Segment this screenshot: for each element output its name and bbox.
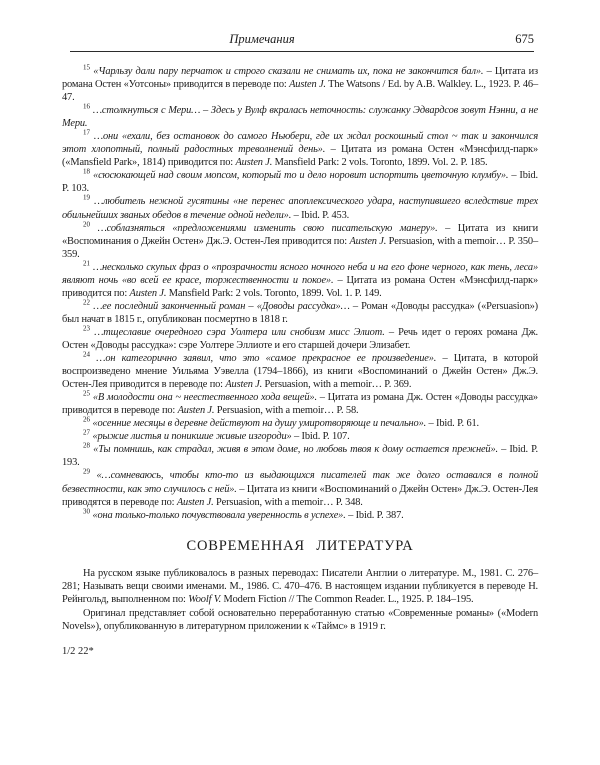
text-segment: – Роман «Доводы рассудка» («Persuasion») был начат в 1815 г., опубликован посмертно в 1818 г. (62, 300, 538, 325)
text-segment: Woolf V. (188, 594, 222, 606)
text-segment: …они «ехали, без остановок до самого Ньюбери, где их ждал роскошный стол ~ так и закончился этот хлопотный, полный радостных треволнений день». (62, 131, 538, 156)
text-segment: – Ibid. P. 193. (62, 444, 539, 469)
note-number: 18 (83, 167, 90, 176)
text-segment: «…сомневаюсь, чтобы кто-то из выдающихся писателей так же долго оставался в полной безвестности, как это случилось с ней». (62, 470, 539, 495)
text-segment: …он категорично заявил, что это «самое прекрасное ее произведение». (96, 353, 437, 365)
note-number: 26 (83, 415, 90, 424)
text-segment: Austen J. (289, 79, 326, 91)
text-segment: Austen J. (225, 379, 263, 391)
note-15 (62, 65, 538, 104)
note-27 (62, 430, 538, 443)
section-paragraph-2 (62, 607, 538, 634)
text-segment: Austen J. (349, 235, 387, 247)
running-head-title: Примечания (229, 32, 295, 46)
text-segment: Persuasion, with a memoir… P. 350–359. (62, 235, 538, 260)
section-heading: СОВРЕМЕННАЯ ЛИТЕРАТУРА (186, 537, 414, 554)
note-17 (62, 130, 538, 169)
text-segment: – Цитата из романа Остен «Уотсоны» приводится в переводе по: (62, 66, 538, 91)
text-segment: «сюсюкающей над своим мопсом, который то и дело норовит испортить цветочную клумбу». (93, 170, 509, 182)
text-segment: Persuasion, with a memoir… P. 348. (213, 496, 363, 508)
section-paragraph-1 (62, 567, 538, 607)
note-28 (62, 443, 538, 469)
text-segment: – Цитата из романа Остен «Мэнсфилд-парк» («Mansfield Park», 1814) приводится по: (62, 144, 538, 169)
note-number: 19 (83, 194, 90, 202)
text-segment: …ее последний законченный роман – «Доводы рассудка»… (93, 300, 350, 312)
note-29 (62, 469, 538, 508)
note-number: 16 (83, 102, 90, 111)
text-segment: …любитель нежной гусятины «не перенес апоплексического удара, наступившего вследствие трех обильнейших званых обедов в течение одной недели». (62, 196, 538, 221)
note-18 (62, 169, 538, 195)
text-segment: – Речь идет о героях романа Дж. Остен «Доводы рассудка»: сэре Уолтере Эллиоте и его старшей дочери Элизабет. (62, 326, 538, 351)
note-21 (62, 261, 538, 300)
text-segment: Modern Fiction // The Common Reader. L., 1925. P. 184–195. (221, 594, 474, 606)
text-segment: Austen J. (235, 157, 273, 169)
text-segment: Persuasion, with a memoir… P. 369. (262, 379, 412, 391)
running-head-rule (70, 51, 534, 52)
note-22 (62, 300, 538, 326)
notes-list (62, 65, 538, 522)
text-segment: …столкнуться с Мери… – Здесь у Вулф вкралась неточность: служанку Эдвардсов зовут Нэнни, а не Мери. (62, 105, 538, 130)
text-segment: Austen J. (176, 496, 214, 508)
text-segment: – Ibid. P. 387. (345, 509, 404, 521)
text-segment: Austen J. (177, 405, 215, 417)
text-segment: – Ibid. P. 453. (291, 209, 350, 221)
note-number: 27 (83, 428, 90, 437)
note-number: 17 (83, 128, 90, 137)
text-segment: «Чарльзу дали пару перчаток и строго сказали не снимать их, пока не закончится бал». (93, 66, 484, 77)
text-segment: «рыжие листья и поникшие живые изгороди» (92, 431, 292, 443)
note-20 (62, 222, 538, 261)
section-paragraphs (62, 567, 538, 633)
note-number: 28 (83, 441, 90, 450)
text-segment: – Цитата, в которой воспроизведено мнение Уильяма Уэвелла (1794–1866), из книги «Воспоминаний о Джейн Остен» Дж.Э. Остен-Лея приводится в переводе по: (62, 353, 538, 391)
text-segment: «Ты помнишь, как страдал, живя в этом доме, но любовь твоя к дому остается прежней». (93, 444, 498, 456)
note-25 (62, 391, 538, 417)
text-segment: Persuasion, with a memoir… P. 58. (214, 405, 359, 417)
text-segment: – Ibid. P. 107. (291, 431, 350, 443)
note-30 (62, 509, 538, 522)
text-segment: …несколько скупых фраз о «прозрачности ясного ночного неба и на его фоне черного, как тень, леса» являют ночь «во всей ее красе, торжественности и покое». (62, 261, 538, 286)
text-segment: – Ibid. P. 61. (426, 418, 479, 430)
text-segment: – Ibid. P. 103. (62, 170, 539, 195)
note-number: 20 (83, 220, 90, 229)
text-segment: На русском языке публиковалось в разных переводах: Писатели Англии о литературе. М., 1981. С. 276–281; Называть вещи своими именами. М., 1986. С. 470–476. В настоящем издании публикуется в переводе Н. Рейнгольд, выполненном по: (62, 567, 538, 606)
text-segment: «осенние месяцы в деревне действуют на душу умиротворяюще и печально». (92, 418, 427, 430)
note-number: 22 (83, 298, 90, 307)
note-23 (62, 326, 538, 352)
note-number: 21 (83, 259, 90, 268)
printers-signature: 1/2 22* (62, 646, 94, 658)
note-16 (62, 104, 538, 130)
note-number: 24 (83, 350, 90, 359)
text-segment: – Цитата из книги «Воспоминаний о Джейн Остен» Дж.Э. Остен-Лея приводятся в переводе по: (62, 483, 538, 508)
note-19 (62, 195, 538, 221)
text-segment: – Цитата из романа Дж. Остен «Доводы рассудка» приводится в переводе по: (62, 392, 538, 417)
text-segment: …соблазняться «предложениями изменить свою писательскую манеру». (97, 222, 438, 234)
note-number: 25 (83, 389, 90, 398)
text-segment: Оригинал представляет собой основательно переработанную статью «Современные романы» («Modern Novels»), опубликованную в литературном приложении к «Таймс» в 1919 г. (62, 607, 538, 632)
text-segment: – Цитата из книги «Воспоминания о Джейн Остен» Дж.Э. Остен-Лея приводится по: (62, 222, 538, 247)
text-segment: «В молодости она ~ неестественного хода вещей». (92, 392, 317, 404)
text-segment: Mansfield Park: 2 vols. Toronto, 1899. Vol. 1. P. 149. (166, 287, 382, 299)
text-segment: – Цитата из романа Остен «Мэнсфилд-парк» приводится по: (62, 274, 538, 299)
note-number: 30 (83, 507, 90, 516)
text-segment: The Watsons / Ed. by A.B. Walkley. L., 1923. P. 46–47. (62, 79, 538, 104)
text-segment: Mansfield Park: 2 vols. Toronto, 1899. Vol. 2. P. 185. (272, 157, 488, 169)
note-number: 15 (83, 63, 90, 72)
text-segment: «она только-только почувствовала уверенность в успехе». (92, 509, 346, 521)
note-number: 29 (83, 467, 90, 476)
note-24 (62, 352, 538, 391)
text-segment: Austen J. (129, 287, 167, 299)
running-head (62, 32, 538, 47)
text-segment: …тщеславие очередного сэра Уолтера или снобизм мисс Элиот. (94, 326, 385, 338)
note-number: 23 (83, 324, 90, 333)
page-number: 675 (515, 32, 534, 46)
note-26 (62, 417, 538, 430)
